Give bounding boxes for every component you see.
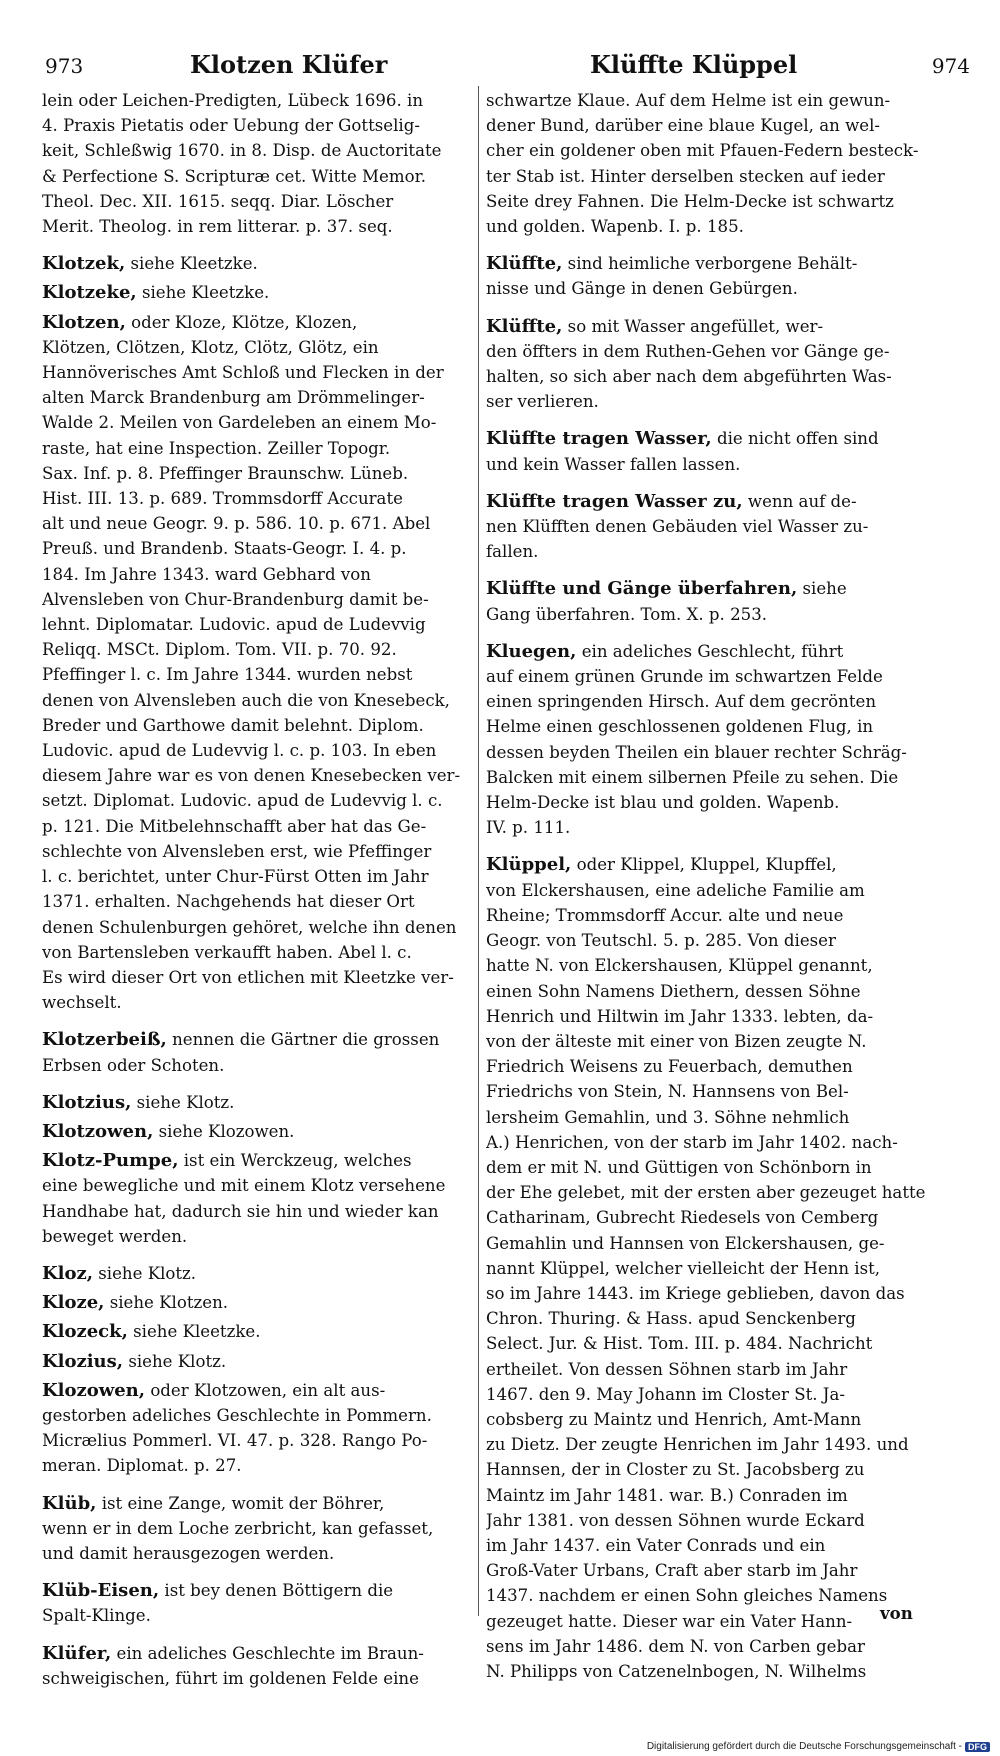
entry-text: Es wird dieser Ort von etlichen mit Kleetzke ver- <box>42 967 454 987</box>
entry-text: denen von Alvensleben auch die von Knesebeck, <box>42 690 450 710</box>
entry-lemma: Kluegen, <box>486 640 577 662</box>
entry-text: alt und neue Geogr. 9. p. 586. 10. p. 671. Abel <box>42 514 431 534</box>
dictionary-entry <box>486 426 931 476</box>
entry-lemma: Kloze, <box>42 1292 105 1314</box>
dictionary-entry <box>42 1090 470 1115</box>
entry-line <box>42 536 470 561</box>
entry-line <box>42 990 470 1015</box>
entry-text: Hist. III. 13. p. 689. Trommsdorff Accurate <box>42 489 403 509</box>
entry-line <box>486 1130 931 1155</box>
dictionary-entry <box>42 280 470 305</box>
entry-text: so im Jahre 1443. im Kriege geblieben, davon das <box>486 1283 905 1303</box>
entry-line <box>486 664 931 689</box>
entry-line <box>486 740 931 765</box>
entry-line <box>486 426 931 451</box>
dictionary-entry <box>42 1261 470 1286</box>
dictionary-entry <box>486 576 931 626</box>
dictionary-entry <box>42 1148 470 1249</box>
entry-text: schweigischen, führt im goldenen Felde eine <box>42 1668 419 1688</box>
entry-line <box>486 1306 931 1331</box>
entry-line <box>42 251 470 276</box>
dictionary-entry <box>42 1027 470 1077</box>
entry-text: zu Dietz. Der zeugte Henrichen im Jahr 1493. und <box>486 1435 909 1455</box>
entry-line <box>486 639 931 664</box>
entry-text: Spalt-Klinge. <box>42 1606 151 1626</box>
entry-text: siehe Klotz. <box>98 1263 197 1283</box>
dfg-logo: DFG <box>965 1742 990 1752</box>
entry-text: siehe Kleetzke. <box>130 254 258 274</box>
entry-line <box>42 410 470 435</box>
entry-text: lein oder Leichen-Predigten, Lübeck 1696. in <box>42 91 424 110</box>
entry-lemma: Klüffte tragen Wasser zu, <box>486 490 743 512</box>
entry-line <box>486 790 931 815</box>
entry-line <box>42 1199 470 1224</box>
entry-text: Alvensleben von Chur-Brandenburg damit be- <box>42 589 429 609</box>
entry-line <box>486 364 931 389</box>
entry-line <box>42 1090 470 1115</box>
entry-text: 1437. nachdem er einen Sohn gleiches Namens <box>486 1586 888 1606</box>
entry-line <box>486 113 931 138</box>
entry-text: Select. Jur. & Hist. Tom. III. p. 484. Nachricht <box>486 1334 873 1354</box>
entry-line <box>42 1027 470 1052</box>
entry-text: Rheine; Trommsdorff Accur. alte und neue <box>486 905 844 925</box>
entry-text: Chron. Thuring. & Hass. apud Senckenberg <box>486 1309 856 1329</box>
entry-text: siehe Kleetzke. <box>141 283 270 303</box>
entry-text: p. 121. Die Mitbelehnschafft aber hat das Ge- <box>42 816 427 836</box>
entry-text: von Bartensleben verkaufft haben. Abel l. c. <box>42 942 412 962</box>
entry-lemma: Klozius, <box>42 1350 124 1372</box>
entry-line <box>486 489 931 514</box>
entry-text: beweget werden. <box>42 1226 188 1246</box>
entry-line <box>42 1666 470 1691</box>
entry-text: lersheim Gemahlin, und 3. Söhne nehmlich <box>486 1107 850 1127</box>
entry-line <box>486 1180 931 1205</box>
entry-text: ertheilet. Von dessen Söhnen starb im Jahr <box>486 1359 848 1379</box>
entry-text: 1371. erhalten. Nachgehends hat dieser Ort <box>42 892 415 912</box>
entry-text: von Elckershausen, eine adeliche Familie am <box>486 880 865 900</box>
entry-text: Geogr. von Teutschl. 5. p. 285. Von dieser <box>486 931 836 951</box>
entry-line <box>486 1407 931 1432</box>
entry-text: sens im Jahr 1486. dem N. von Carben gebar <box>486 1636 865 1656</box>
entry-lemma: Klüfer, <box>42 1642 112 1664</box>
entry-text: siehe <box>802 579 847 599</box>
dictionary-entry <box>42 251 470 276</box>
catchword: von <box>880 1603 913 1623</box>
entry-line <box>42 965 470 990</box>
dictionary-entry <box>486 489 931 565</box>
entry-text: ein adeliches Geschlecht, führt <box>581 641 844 661</box>
entry-line <box>42 587 470 612</box>
entry-text: Hannöverisches Amt Schloß und Flecken in der <box>42 363 444 383</box>
entry-text: keit, Schleßwig 1670. in 8. Disp. de Auctoritate <box>42 141 442 161</box>
entry-line <box>486 903 931 928</box>
entry-line <box>486 1079 931 1104</box>
running-header <box>40 50 970 80</box>
entry-text: schlechte von Alvensleben erst, wie Pfeffinger <box>42 841 432 861</box>
dictionary-entry <box>42 1290 470 1315</box>
entry-text: ser verlieren. <box>486 392 599 412</box>
entry-line <box>486 1583 931 1608</box>
entry-text: l. c. berichtet, unter Chur-Fürst Otten im Jahr <box>42 867 429 887</box>
entry-text: dener Bund, darüber eine blaue Kugel, an wel- <box>486 116 881 136</box>
entry-lemma: Klüppel, <box>486 854 572 876</box>
entry-text: siehe Kleetzke. <box>133 1322 261 1342</box>
footer-text: Digitalisierung gefördert durch die Deutsche Forschungsgemeinschaft - <box>646 1741 962 1752</box>
entry-text: 1467. den 9. May Johann im Closter St. Ja- <box>486 1384 845 1404</box>
entry-line <box>486 1231 931 1256</box>
entry-text: alten Marck Brandenburg am Drömmelinger- <box>42 388 425 408</box>
entry-lemma: Klotzek, <box>42 253 126 275</box>
entry-line <box>42 280 470 305</box>
entry-line <box>486 88 931 113</box>
entry-text: auf einem grünen Grunde im schwartzen Felde <box>486 667 883 687</box>
entry-line <box>486 314 931 339</box>
entry-line <box>42 461 470 486</box>
entry-line <box>42 688 470 713</box>
entry-line <box>486 1558 931 1583</box>
entry-line <box>486 979 931 1004</box>
entry-text: Gemahlin und Hannsen von Elckershausen, ge- <box>486 1233 885 1253</box>
entry-text: Hannsen, der in Closter zu St. Jacobsberg zu <box>486 1460 865 1480</box>
entry-text: nen Klüfften denen Gebäuden viel Wasser zu- <box>486 517 869 537</box>
entry-line <box>42 562 470 587</box>
entry-text: und kein Wasser fallen lassen. <box>486 454 741 474</box>
entry-text: Breder und Garthowe damit belehnt. Diplom. <box>42 715 424 735</box>
entry-line <box>42 713 470 738</box>
entry-line <box>486 576 931 601</box>
entry-line <box>42 864 470 889</box>
entry-line <box>42 385 470 410</box>
entry-text: N. Philipps von Catzenelnbogen, N. Wilhelms <box>486 1661 867 1681</box>
entry-line <box>486 452 931 477</box>
entry-line <box>42 814 470 839</box>
entry-text: halten, so sich aber nach dem abgeführten Was- <box>486 367 892 387</box>
entry-text: Ludovic. apud de Ludevvig l. c. p. 103. In eben <box>42 741 437 761</box>
entry-line <box>486 514 931 539</box>
dictionary-entry <box>486 314 931 415</box>
entry-text: und golden. Wapenb. I. p. 185. <box>486 217 744 237</box>
right-catchwords: Klüffte Klüppel <box>590 50 798 79</box>
entry-line <box>42 662 470 687</box>
entry-line <box>42 1578 470 1603</box>
entry-text: Theol. Dec. XII. 1615. seqq. Diar. Löscher <box>42 191 394 211</box>
entry-text: lehnt. Diplomatar. Ludovic. apud de Ludevvig <box>42 615 426 635</box>
right-page-number: 974 <box>931 54 970 78</box>
entry-text: Gang überfahren. Tom. X. p. 253. <box>486 604 768 624</box>
entry-text: oder Klippel, Kluppel, Klupffel, <box>576 855 837 875</box>
entry-text: A.) Henrichen, von der starb im Jahr 1402. nach- <box>486 1132 898 1152</box>
dictionary-entry <box>486 251 931 301</box>
entry-line <box>486 852 931 877</box>
dictionary-entry <box>486 639 931 841</box>
entry-line <box>42 189 470 214</box>
entry-line <box>486 1483 931 1508</box>
dictionary-entry <box>486 88 931 239</box>
entry-lemma: Klüb-Eisen, <box>42 1580 160 1602</box>
entry-line <box>486 251 931 276</box>
entry-line <box>42 164 470 189</box>
entry-lemma: Klotzowen, <box>42 1120 154 1142</box>
entry-line <box>486 1508 931 1533</box>
entry-text: gestorben adeliches Geschlechte in Pommern. <box>42 1405 432 1425</box>
entry-line <box>42 1349 470 1374</box>
entry-line <box>486 389 931 414</box>
entry-line <box>486 1634 931 1659</box>
entry-text: cher ein goldener oben mit Pfauen-Federn besteck- <box>486 141 919 161</box>
entry-line <box>486 1331 931 1356</box>
entry-text: nennen die Gärtner die grossen <box>172 1030 440 1050</box>
entry-text: sind heimliche verborgene Behält- <box>567 254 858 274</box>
entry-text: eine bewegliche und mit einem Klotz versehene <box>42 1176 446 1196</box>
entry-text: Jahr 1381. von dessen Söhnen wurde Eckard <box>486 1510 865 1530</box>
entry-text: Helm-Decke ist blau und golden. Wapenb. <box>486 793 840 813</box>
entry-line <box>42 1173 470 1198</box>
entry-text: diesem Jahre war es von denen Knesebecken ver- <box>42 766 461 786</box>
entry-line <box>486 689 931 714</box>
entry-line <box>42 113 470 138</box>
entry-line <box>486 276 931 301</box>
left-catchwords: Klotzen Klüfer <box>190 50 388 79</box>
entry-lemma: Klotzerbeiß, <box>42 1029 167 1051</box>
entry-lemma: Klotzen, <box>42 311 126 333</box>
entry-line <box>42 738 470 763</box>
entry-lemma: Klüb, <box>42 1492 97 1514</box>
entry-line <box>42 889 470 914</box>
right-column <box>486 88 931 1696</box>
entry-text: Pfeffinger l. c. Im Jahre 1344. wurden nebst <box>42 665 413 685</box>
entry-line <box>486 1256 931 1281</box>
entry-text: ter Stab ist. Hinter derselben stecken auf ieder <box>486 166 885 186</box>
entry-text: Erbsen oder Schoten. <box>42 1055 225 1075</box>
entry-text: siehe Klotz. <box>136 1092 235 1112</box>
dictionary-entry <box>42 1119 470 1144</box>
entry-line <box>42 310 470 335</box>
dictionary-entry <box>486 852 931 1684</box>
entry-line <box>486 214 931 239</box>
entry-text: siehe Klozowen. <box>158 1121 295 1141</box>
entry-line <box>486 1382 931 1407</box>
entry-text: Preuß. und Brandenb. Staats-Geogr. I. 4. p. <box>42 539 407 559</box>
entry-text: dessen beyden Theilen ein blauer rechter Schräg- <box>486 742 907 762</box>
dictionary-entry <box>42 1319 470 1344</box>
entry-text: oder Kloze, Klötze, Klozen, <box>131 312 358 332</box>
entry-line <box>486 1004 931 1029</box>
digitization-footer <box>647 1741 990 1752</box>
entry-line <box>486 953 931 978</box>
entry-text: nisse und Gänge in denen Gebürgen. <box>486 279 798 299</box>
entry-text: wenn auf de- <box>747 491 857 511</box>
column-divider <box>478 86 479 1616</box>
entry-line <box>486 1205 931 1230</box>
entry-text: siehe Klotz. <box>128 1351 227 1371</box>
entry-line <box>42 1053 470 1078</box>
entry-text: die nicht offen sind <box>716 429 879 449</box>
entry-text: Groß-Vater Urbans, Craft aber starb im Jahr <box>486 1561 858 1581</box>
entry-line <box>42 1319 470 1344</box>
entry-lemma: Kloz, <box>42 1262 93 1284</box>
entry-text: Balcken mit einem silbernen Pfeile zu sehen. Die <box>486 767 899 787</box>
entry-line <box>486 878 931 903</box>
entry-line <box>42 940 470 965</box>
entry-text: ist bey denen Böttigern die <box>164 1581 394 1601</box>
entry-text: von der älteste mit einer von Bizen zeugte N. <box>486 1031 867 1051</box>
entry-lemma: Klozowen, <box>42 1379 146 1401</box>
entry-text: IV. p. 111. <box>486 818 571 838</box>
entry-line <box>42 335 470 360</box>
entry-text: schwartze Klaue. Auf dem Helme ist ein gewun- <box>486 91 891 110</box>
entry-text: Reliqq. MSCt. Diplom. Tom. VII. p. 70. 92. <box>42 640 397 660</box>
entry-line <box>486 1155 931 1180</box>
entry-line <box>42 214 470 239</box>
dictionary-entry <box>42 1578 470 1628</box>
entry-text: im Jahr 1437. ein Vater Conrads und ein <box>486 1535 826 1555</box>
entry-text: Handhabe hat, dadurch sie hin und wieder kan <box>42 1201 439 1221</box>
entry-line <box>42 637 470 662</box>
entry-text: oder Klotzowen, ein alt aus- <box>150 1380 386 1400</box>
dictionary-entry <box>42 310 470 1016</box>
entry-line <box>42 839 470 864</box>
entry-lemma: Klüffte tragen Wasser, <box>486 428 712 450</box>
entry-line <box>42 788 470 813</box>
entry-line <box>42 486 470 511</box>
entry-text: cobsberg zu Maintz und Henrich, Amt-Mann <box>486 1409 862 1429</box>
entry-line <box>42 1224 470 1249</box>
entry-text: fallen. <box>486 542 539 562</box>
entry-line <box>486 189 931 214</box>
dictionary-entry <box>42 1378 470 1479</box>
entry-line <box>42 1453 470 1478</box>
entry-line <box>42 1603 470 1628</box>
entry-text: siehe Klotzen. <box>109 1293 229 1313</box>
entry-line <box>486 1457 931 1482</box>
entry-line <box>486 1357 931 1382</box>
entry-line <box>42 138 470 163</box>
entry-line <box>42 1261 470 1286</box>
entry-text: Friedrichs von Stein, N. Hannsens von Bel- <box>486 1082 849 1102</box>
entry-lemma: Klüffte und Gänge überfahren, <box>486 578 798 600</box>
entry-line <box>486 1609 931 1634</box>
dictionary-entry <box>42 1641 470 1691</box>
entry-text: denen Schulenburgen gehöret, welche ihn denen <box>42 917 457 937</box>
entry-line <box>486 815 931 840</box>
entry-lemma: Klotz-Pumpe, <box>42 1150 179 1172</box>
entry-line <box>486 928 931 953</box>
entry-line <box>42 88 470 113</box>
entry-text: Catharinam, Gubrecht Riedesels von Cemberg <box>486 1208 879 1228</box>
entry-text: wenn er in dem Loche zerbricht, kan gefasset, <box>42 1518 434 1538</box>
dictionary-entry <box>42 88 470 239</box>
entry-text: hatte N. von Elckershausen, Klüppel genannt, <box>486 956 873 976</box>
entry-text: Micrælius Pommerl. VI. 47. p. 328. Rango Po- <box>42 1431 428 1451</box>
entry-text: ist eine Zange, womit der Böhrer, <box>101 1493 385 1513</box>
entry-lemma: Klüffte, <box>486 253 563 275</box>
entry-text: Merit. Theolog. in rem litterar. p. 37. seq. <box>42 217 393 237</box>
entry-text: einen springenden Hirsch. Auf dem gecrönten <box>486 692 877 712</box>
entry-text: & Perfectione S. Scripturæ cet. Witte Memor. <box>42 166 426 186</box>
entry-line <box>486 1533 931 1558</box>
entry-line <box>42 763 470 788</box>
entry-lemma: Klüffte, <box>486 315 563 337</box>
entry-line <box>486 164 931 189</box>
entry-line <box>486 714 931 739</box>
entry-text: dem er mit N. und Güttigen von Schönborn in <box>486 1157 872 1177</box>
entry-text: gezeuget hatte. Dieser war ein Vater Hann- <box>486 1611 853 1631</box>
entry-text: Helme einen geschlossenen goldenen Flug, in <box>486 717 874 737</box>
entry-line <box>42 1403 470 1428</box>
entry-text: ist ein Werckzeug, welches <box>183 1151 412 1171</box>
entry-line <box>486 1105 931 1130</box>
entry-line <box>42 612 470 637</box>
entry-text: 184. Im Jahre 1343. ward Gebhard von <box>42 564 371 584</box>
entry-line <box>486 1659 931 1684</box>
entry-line <box>486 539 931 564</box>
entry-text: setzt. Diplomat. Ludovic. apud de Ludevvig l. c. <box>42 791 443 811</box>
entry-line <box>42 1491 470 1516</box>
entry-line <box>486 1432 931 1457</box>
entry-line <box>42 1428 470 1453</box>
entry-line <box>42 1541 470 1566</box>
entry-line <box>486 765 931 790</box>
entry-text: einen Sohn Namens Diethern, dessen Söhne <box>486 981 861 1001</box>
dictionary-entry <box>42 1349 470 1374</box>
entry-text: Maintz im Jahr 1481. war. B.) Conraden im <box>486 1485 848 1505</box>
entry-text: raste, hat eine Inspection. Zeiller Topogr. <box>42 438 391 458</box>
entry-line <box>486 138 931 163</box>
entry-line <box>42 360 470 385</box>
entry-text: Henrich und Hiltwin im Jahr 1333. lebten, da- <box>486 1006 874 1026</box>
entry-text: der Ehe gelebet, mit der ersten aber gezeuget hatte <box>486 1183 926 1203</box>
entry-line <box>42 915 470 940</box>
left-column <box>42 88 470 1703</box>
entry-line <box>42 1641 470 1666</box>
entry-lemma: Klotzeke, <box>42 282 137 304</box>
entry-line <box>486 1029 931 1054</box>
entry-text: Sax. Inf. p. 8. Pfeffinger Braunschw. Lüneb. <box>42 463 409 483</box>
dictionary-entry <box>42 1491 470 1567</box>
entry-line <box>42 1148 470 1173</box>
entry-line <box>42 1119 470 1144</box>
left-page-number: 973 <box>45 54 84 78</box>
entry-lemma: Klotzius, <box>42 1091 132 1113</box>
entry-text: Friedrich Weisens zu Feuerbach, demuthen <box>486 1057 853 1077</box>
entry-text: Walde 2. Meilen von Gardeleben an einem Mo- <box>42 413 437 433</box>
entry-lemma: Klozeck, <box>42 1321 128 1343</box>
entry-text: nannt Klüppel, welcher vielleicht der Henn ist, <box>486 1258 881 1278</box>
entry-text: Klötzen, Clötzen, Klotz, Clötz, Glötz, ein <box>42 337 379 357</box>
entry-line <box>486 602 931 627</box>
entry-text: den öffters in dem Ruthen-Gehen vor Gänge ge- <box>486 341 890 361</box>
entry-text: Seite drey Fahnen. Die Helm-Decke ist schwartz <box>486 191 894 211</box>
entry-line <box>42 511 470 536</box>
entry-text: so mit Wasser angefüllet, wer- <box>567 316 824 336</box>
entry-text: wechselt. <box>42 993 122 1013</box>
entry-text: 4. Praxis Pietatis oder Uebung der Gottselig- <box>42 116 420 136</box>
entry-line <box>42 1290 470 1315</box>
entry-text: und damit herausgezogen werden. <box>42 1543 335 1563</box>
entry-text: meran. Diplomat. p. 27. <box>42 1456 242 1476</box>
entry-line <box>42 1378 470 1403</box>
entry-text: ein adeliches Geschlechte im Braun- <box>116 1643 424 1663</box>
entry-line <box>42 1516 470 1541</box>
entry-line <box>486 339 931 364</box>
entry-line <box>486 1054 931 1079</box>
entry-line <box>42 436 470 461</box>
entry-line <box>486 1281 931 1306</box>
